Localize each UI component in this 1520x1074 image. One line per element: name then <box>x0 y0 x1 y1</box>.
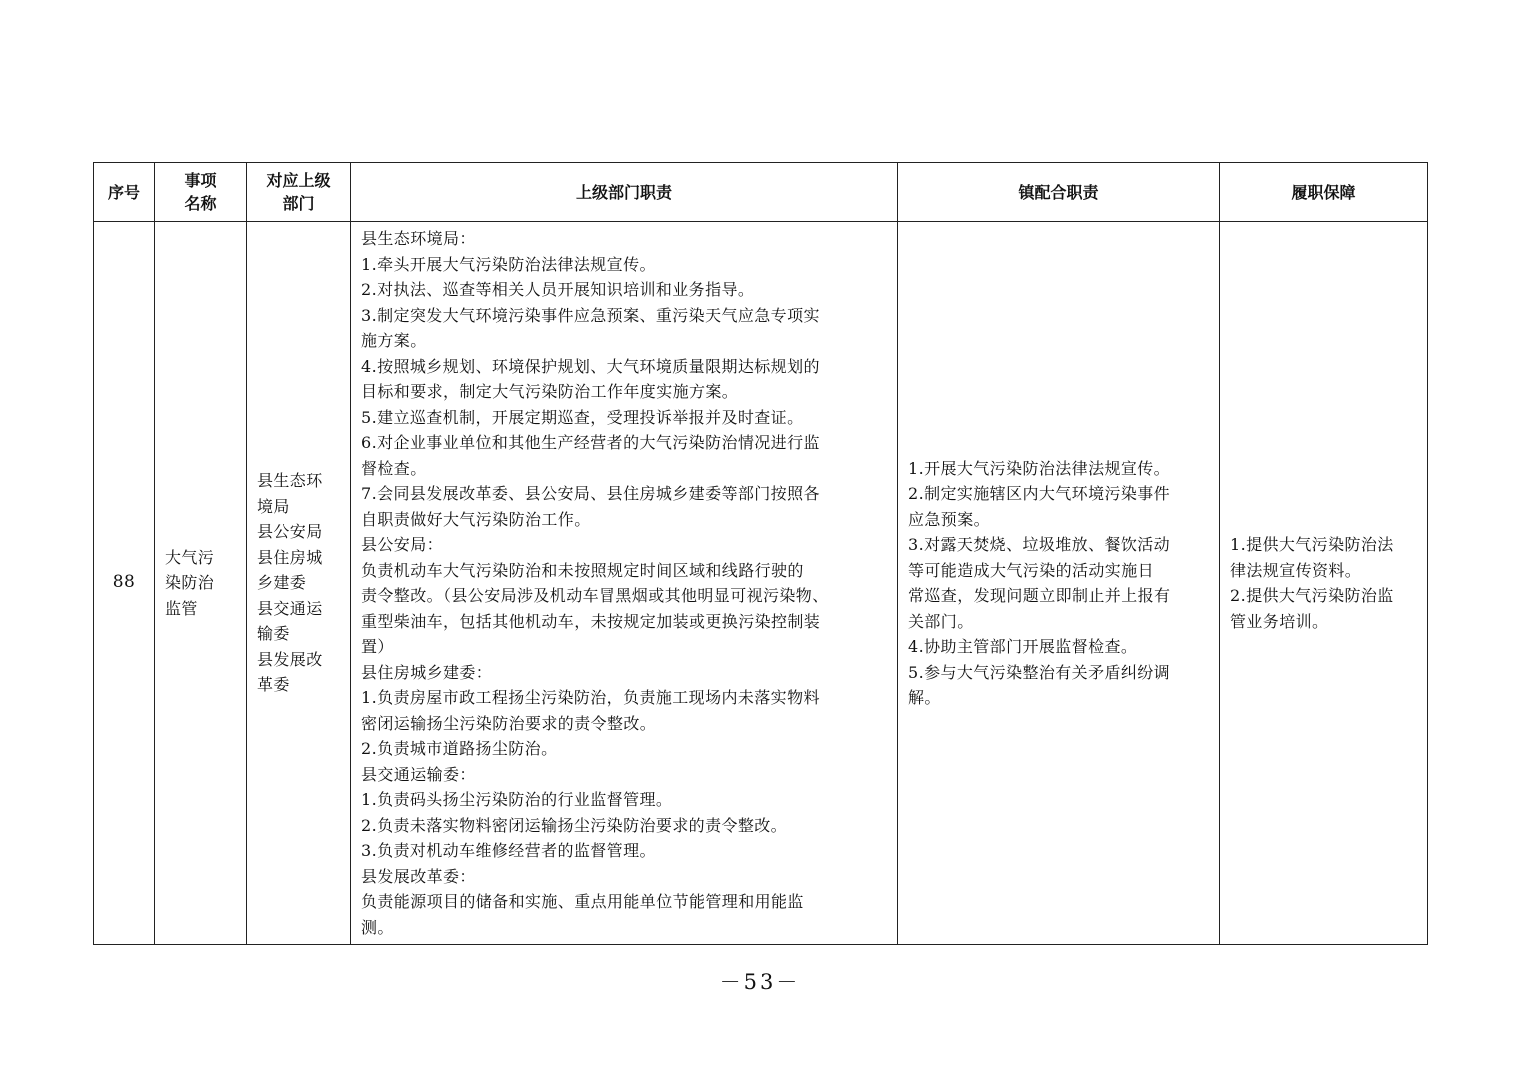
town-duty-line: 3.对露天焚烧、垃圾堆放、餐饮活动 <box>908 535 1171 554</box>
dept-line: 县交通运 <box>257 598 323 618</box>
upper-duty-line: 4.按照城乡规划、环境保护规划、大气环境质量限期达标规划的 <box>361 356 820 376</box>
town-duty-line: 5.参与大气污染整治有关矛盾纠纷调 <box>908 662 1171 682</box>
upper-duty-line: 责令整改。（县公安局涉及机动车冒黑烟或其他明显可视污染物、 <box>361 586 829 605</box>
town-duty-line: 2.制定实施辖区内大气环境污染事件 <box>908 484 1171 503</box>
upper-duty-line: 测。 <box>361 917 394 937</box>
page-number: －53－ <box>719 970 801 994</box>
upper-duties-cell <box>351 222 898 945</box>
upper-duty-line: 1.牵头开展大气污染防治法律法规宣传。 <box>361 254 656 274</box>
dept-line: 县公安局 <box>257 522 323 542</box>
town-duty-line: 1.开展大气污染防治法律法规宣传。 <box>908 458 1171 478</box>
upper-duty-line: 2.对执法、巡查等相关人员开展知识培训和业务指导。 <box>361 280 755 299</box>
guarantee-line: 1.提供大气污染防治法 <box>1230 535 1394 554</box>
upper-duty-line: 1.负责房屋市政工程扬尘污染防治，负责施工现场内未落实物料 <box>361 688 820 707</box>
dept-line: 县住房城 <box>257 547 323 567</box>
upper-duty-line: 县发展改革委： <box>361 866 476 886</box>
town-duty-line: 应急预案。 <box>908 509 991 529</box>
upper-duty-line: 负责能源项目的储备和实施、重点用能单位节能管理和用能监 <box>361 892 804 911</box>
header-department <box>247 163 351 222</box>
upper-duty-line: 重型柴油车，包括其他机动车，未按规定加装或更换污染控制装 <box>361 611 821 631</box>
header-item-name <box>155 163 247 222</box>
upper-duty-line: 1.负责码头扬尘污染防治的行业监督管理。 <box>361 790 673 809</box>
item-line: 染防治 <box>165 573 215 593</box>
dept-line: 境局 <box>257 496 290 516</box>
header-row <box>94 163 1428 222</box>
upper-duty-line: 目标和要求，制定大气污染防治工作年度实施方案。 <box>361 382 739 401</box>
town-duty-line: 解。 <box>908 688 941 707</box>
item-line: 大气污 <box>165 547 215 567</box>
header-item-line: 名称 <box>184 194 217 213</box>
town-duty-line: 等可能造成大气污染的活动实施日 <box>908 560 1155 580</box>
dept-line: 输委 <box>257 624 290 644</box>
town-duty-line: 常巡查，发现问题立即制止并上报有 <box>908 586 1171 605</box>
guarantee-line: 律法规宣传资料。 <box>1230 560 1362 580</box>
header-item-line: 事项 <box>184 171 217 190</box>
upper-duty-line: 置） <box>361 637 394 656</box>
upper-duty-line: 县生态环境局： <box>361 229 476 248</box>
upper-duty-line: 2.负责城市道路扬尘防治。 <box>361 739 558 758</box>
upper-duty-line: 县公安局： <box>361 535 444 554</box>
table-row <box>94 222 1428 945</box>
department-cell <box>247 222 351 945</box>
town-duties-cell <box>898 222 1220 945</box>
upper-duty-line: 自职责做好大气污染防治工作。 <box>361 509 591 529</box>
header-upper-duties: 上级部门职责 <box>351 163 898 222</box>
item-name-cell <box>155 222 247 945</box>
upper-duty-line: 施方案。 <box>361 331 427 350</box>
item-line: 监管 <box>165 598 198 618</box>
header-dept-line: 部门 <box>282 194 315 213</box>
upper-duty-line: 7.会同县发展改革委、县公安局、县住房城乡建委等部门按照各 <box>361 484 820 503</box>
upper-duty-line: 督检查。 <box>361 458 427 478</box>
guarantee-line: 2.提供大气污染防治监 <box>1230 586 1394 605</box>
upper-duty-line: 负责机动车大气污染防治和未按照规定时间区域和线路行驶的 <box>361 560 804 580</box>
header-guarantee: 履职保障 <box>1220 163 1428 222</box>
seq-cell: 88 <box>94 222 155 945</box>
dept-line: 乡建委 <box>257 573 307 593</box>
dept-line: 县生态环 <box>257 471 323 491</box>
duty-table <box>93 162 1428 945</box>
header-dept-line: 对应上级 <box>266 171 331 190</box>
town-duty-line: 关部门。 <box>908 611 974 631</box>
header-town-duties: 镇配合职责 <box>898 163 1220 222</box>
upper-duty-line: 密闭运输扬尘污染防治要求的责令整改。 <box>361 713 657 733</box>
town-duty-line: 4.协助主管部门开展监督检查。 <box>908 637 1138 656</box>
upper-duty-line: 县住房城乡建委： <box>361 662 493 682</box>
guarantee-line: 管业务培训。 <box>1230 611 1329 631</box>
upper-duty-line: 3.负责对机动车维修经营者的监督管理。 <box>361 841 656 860</box>
upper-duty-line: 县交通运输委： <box>361 764 476 784</box>
upper-duty-line: 6.对企业事业单位和其他生产经营者的大气污染防治情况进行监 <box>361 433 820 452</box>
upper-duty-line: 2.负责未落实物料密闭运输扬尘污染防治要求的责令整改。 <box>361 815 788 835</box>
header-seq: 序号 <box>94 163 155 222</box>
upper-duty-line: 3.制定突发大气环境污染事件应急预案、重污染天气应急专项实 <box>361 305 820 325</box>
guarantee-cell <box>1220 222 1428 945</box>
upper-duty-line: 5.建立巡查机制，开展定期巡查，受理投诉举报并及时查证。 <box>361 407 804 427</box>
dept-line: 革委 <box>257 675 290 695</box>
dept-line: 县发展改 <box>257 649 323 669</box>
